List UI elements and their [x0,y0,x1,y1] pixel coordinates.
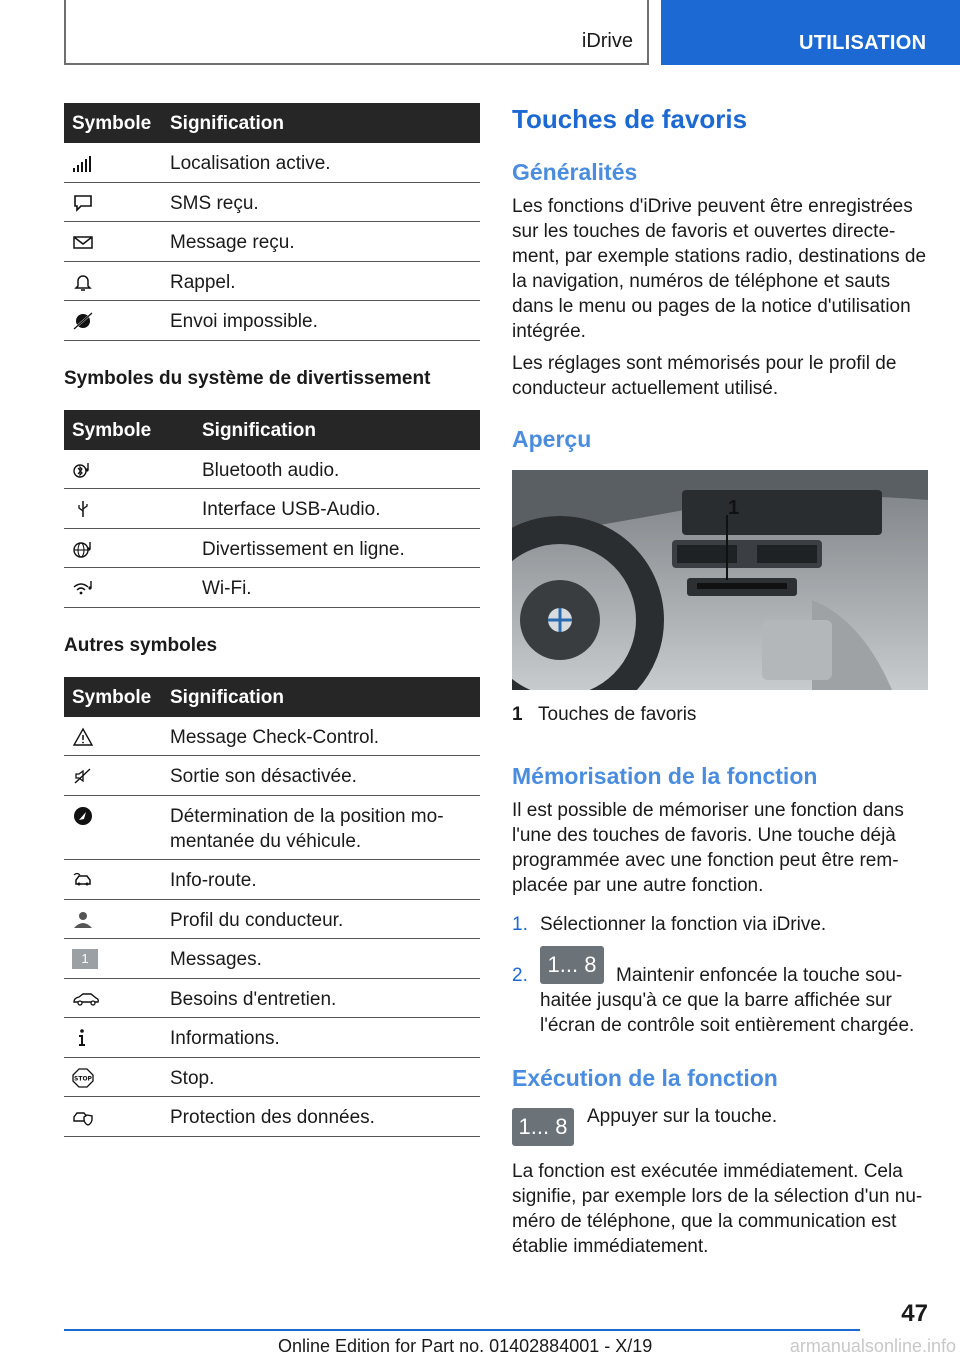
data-protection-icon [72,1107,94,1127]
symbol-table-1 [64,103,480,341]
wifi-icon [72,578,94,598]
heading-overview: Aperçu [512,426,592,452]
heading-memorize: Mémorisation de la fonction [512,763,818,789]
table-row [64,939,480,979]
page-number: 47 [901,1300,928,1327]
stop-icon [72,1068,94,1088]
execute-paragraph-2: La fonction est exécutée immédiatement. Cela signifie, par exemple lors de la sélection d'un nu-méro de téléphone, que la communication est établie immédiatement. [512,1161,923,1257]
watermark: armanualsonline.info [789,1336,956,1356]
row-text: Wi-Fi. [202,578,252,599]
row-text: Envoi impossible. [170,311,318,332]
row-text: Stop. [170,1068,215,1089]
messages-icon: 1 [72,949,98,969]
usb-icon [72,499,94,519]
row-text: Profil du conducteur. [170,910,344,931]
col-symbol: Symbole [72,420,152,441]
online-entertainment-icon [72,539,94,559]
step-1-number: 1. [512,914,528,935]
row-text: Détermination de la position mo- mentanée du véhicule. [170,806,444,852]
table-row [64,860,480,900]
step-2 [512,946,932,1038]
legend-number: 1 [512,704,523,725]
general-paragraph-2: Les réglages sont mémorisés pour le profil de conducteur actuellement utilisé. [512,353,897,399]
execute-paragraph-1: Appuyer sur la touche. [587,1106,778,1127]
table-row [64,1058,480,1097]
row-text: Informations. [170,1028,280,1049]
table-row [64,262,480,301]
driver-profile-icon [72,910,94,930]
row-text: Divertissement en ligne. [202,539,405,560]
footer-divider [64,1329,860,1331]
step-1 [512,912,932,937]
table-row [64,756,480,796]
symbol-table-2 [64,410,480,608]
table-row [64,529,480,568]
table-row [64,1018,480,1058]
table-header [64,677,480,717]
figure-legend [512,702,932,727]
header-box [64,0,649,65]
row-text: Bluetooth audio. [202,460,340,481]
memorize-paragraph: Il est possible de mémoriser une fonction dans l'une des touches de favoris. Une touche déjà programmée avec une fonction peut être rem-placée par une autre fonction. [512,800,904,896]
table-row [64,222,480,262]
table-header [64,410,480,450]
send-failed-icon [72,311,94,331]
header-section: iDrive [581,30,633,52]
table-header [64,103,480,143]
dashboard-figure [512,470,928,690]
row-text: Besoins d'entretien. [170,989,337,1010]
sound-off-icon [72,766,94,786]
footer-edition: Online Edition for Part no. 01402884001 - X/19 [278,1336,653,1356]
header-tab-label: UTILISATION [799,32,927,54]
row-text: SMS reçu. [170,193,259,214]
col-meaning: Signification [202,420,316,441]
favorite-key-button[interactable]: 1... 8 [512,1108,574,1146]
step-2-number: 2. [512,965,528,986]
signal-bars-icon [72,153,94,173]
symbol-table-3 [64,677,480,1137]
col-symbol: Symbole [72,687,152,708]
table-row [64,183,480,222]
general-paragraph-1: Les fonctions d'iDrive peuvent être enregistrées sur les touches de favoris et ouvertes directe-ment, par exemple stations radio, destinations de la navigation, numéros de téléphone et sauts dans le menu ou pages de la notice d'utilisation intégrée. [512,196,927,342]
favorite-key-button[interactable]: 1... 8 [540,946,604,984]
table-row [64,900,480,939]
info-icon [72,1028,94,1048]
stop-label: STOP [74,1075,92,1083]
bluetooth-audio-icon [72,460,94,480]
row-text: Message reçu. [170,232,295,253]
service-car-icon [72,989,100,1009]
col-meaning: Signification [170,113,284,134]
heading-general: Généralités [512,159,638,185]
bell-icon [72,272,94,292]
traffic-info-icon [72,870,94,890]
table-row [64,979,480,1018]
row-text: Localisation active. [170,153,331,174]
heading-execute: Exécution de la fonction [512,1065,778,1091]
warning-triangle-icon [72,727,94,747]
row-text: Sortie son désactivée. [170,766,357,787]
figure-callout: 1 [728,497,740,519]
envelope-icon [72,232,94,252]
step-1-text: Sélectionner la fonction via iDrive. [540,914,827,935]
table-row [64,143,480,183]
table-row [64,796,480,860]
section-title: Touches de favoris [512,104,748,134]
row-text: Protection des données. [170,1107,375,1128]
row-text: Info-route. [170,870,257,891]
col-meaning: Signification [170,687,284,708]
subheading-entertainment: Symboles du système de divertissement [64,368,431,389]
legend-text: Touches de favoris [538,704,697,725]
row-text: Messages. [170,949,262,970]
row-text: Message Check-Control. [170,727,380,748]
row-text: Rappel. [170,272,236,293]
table-row [64,1097,480,1137]
table-row [64,301,480,341]
col-symbol: Symbole [72,113,152,134]
step-2-text: Maintenir enfoncée la touche sou-haitée jusqu'à ce que la barre affichée sur l'écran de contrôle soit entièrement chargée. [540,965,915,1036]
header-tab[interactable] [661,0,960,65]
row-text: Interface USB-Audio. [202,499,381,520]
subheading-other: Autres symboles [64,635,218,656]
position-arrow-icon [72,806,94,826]
table-row [64,717,480,756]
table-row [64,489,480,529]
speech-bubble-icon [72,193,94,213]
table-row [64,568,480,608]
table-row [64,450,480,489]
